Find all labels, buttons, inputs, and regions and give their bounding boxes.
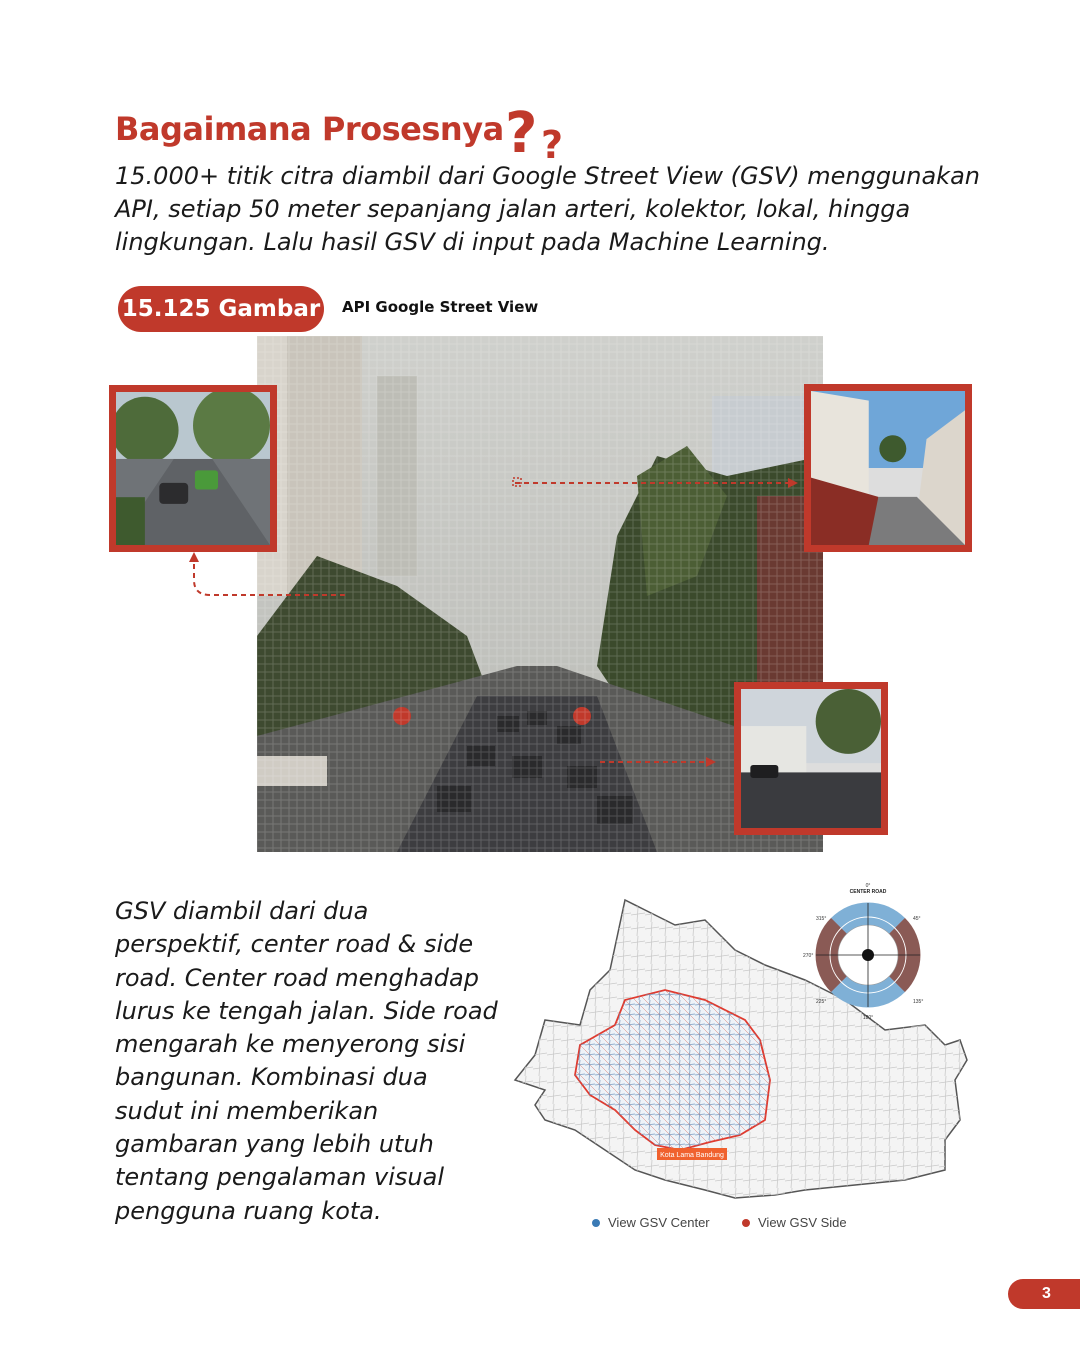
legend-label-side: View GSV Side <box>758 1215 847 1230</box>
street-photo-residential <box>804 384 972 552</box>
city-map <box>505 880 975 1210</box>
map-area-label: Kota Lama Bandung <box>660 1152 724 1159</box>
angle-label: 135° <box>913 999 924 1005</box>
intro-paragraph: 15.000+ titik citra diambil dari Google Street View (GSV) menggunakan API, setiap 50 meter sepanjang jalan arteri, kolektor, lokal, hingga lingkungan. Lalu hasil GSV di input pada Machine Learning. <box>115 162 980 256</box>
angle-label: 45° <box>913 916 921 922</box>
street-photo-heritage <box>734 682 888 835</box>
compass-diagram <box>803 883 923 1021</box>
street-photo-arterial <box>109 385 277 552</box>
compass-title: CENTER ROAD <box>849 889 887 895</box>
legend-item-side <box>742 1215 847 1230</box>
body-paragraph: GSV diambil dari dua perspektif, center road & side road. Center road menghadap lurus ke tengah jalan. Side road mengarah ke menyerong sisi bangunan. Kombinasi dua sudut ini memberikan gambaran yang lebih utuh tentang pengalaman visual pengguna ruang kota. <box>115 897 498 1225</box>
angle-label: 180° <box>862 1015 874 1021</box>
legend-dot-center <box>592 1219 600 1227</box>
svg-text:?: ? <box>541 123 564 167</box>
angle-label: 315° <box>816 916 827 922</box>
legend-item-center <box>592 1215 710 1230</box>
angle-label: 225° <box>816 999 827 1005</box>
page-title: Bagaimana Prosesnya <box>115 110 504 148</box>
angle-label: 270° <box>803 953 814 959</box>
angle-label: 0° <box>865 883 871 889</box>
svg-text:?: ? <box>505 101 538 166</box>
legend-label-center: View GSV Center <box>608 1215 710 1230</box>
badge-caption: API Google Street View <box>342 298 539 316</box>
legend-dot-side <box>742 1219 750 1227</box>
image-count-badge: 15.125 Gambar <box>118 286 324 332</box>
page-number: 3 <box>1008 1279 1080 1309</box>
